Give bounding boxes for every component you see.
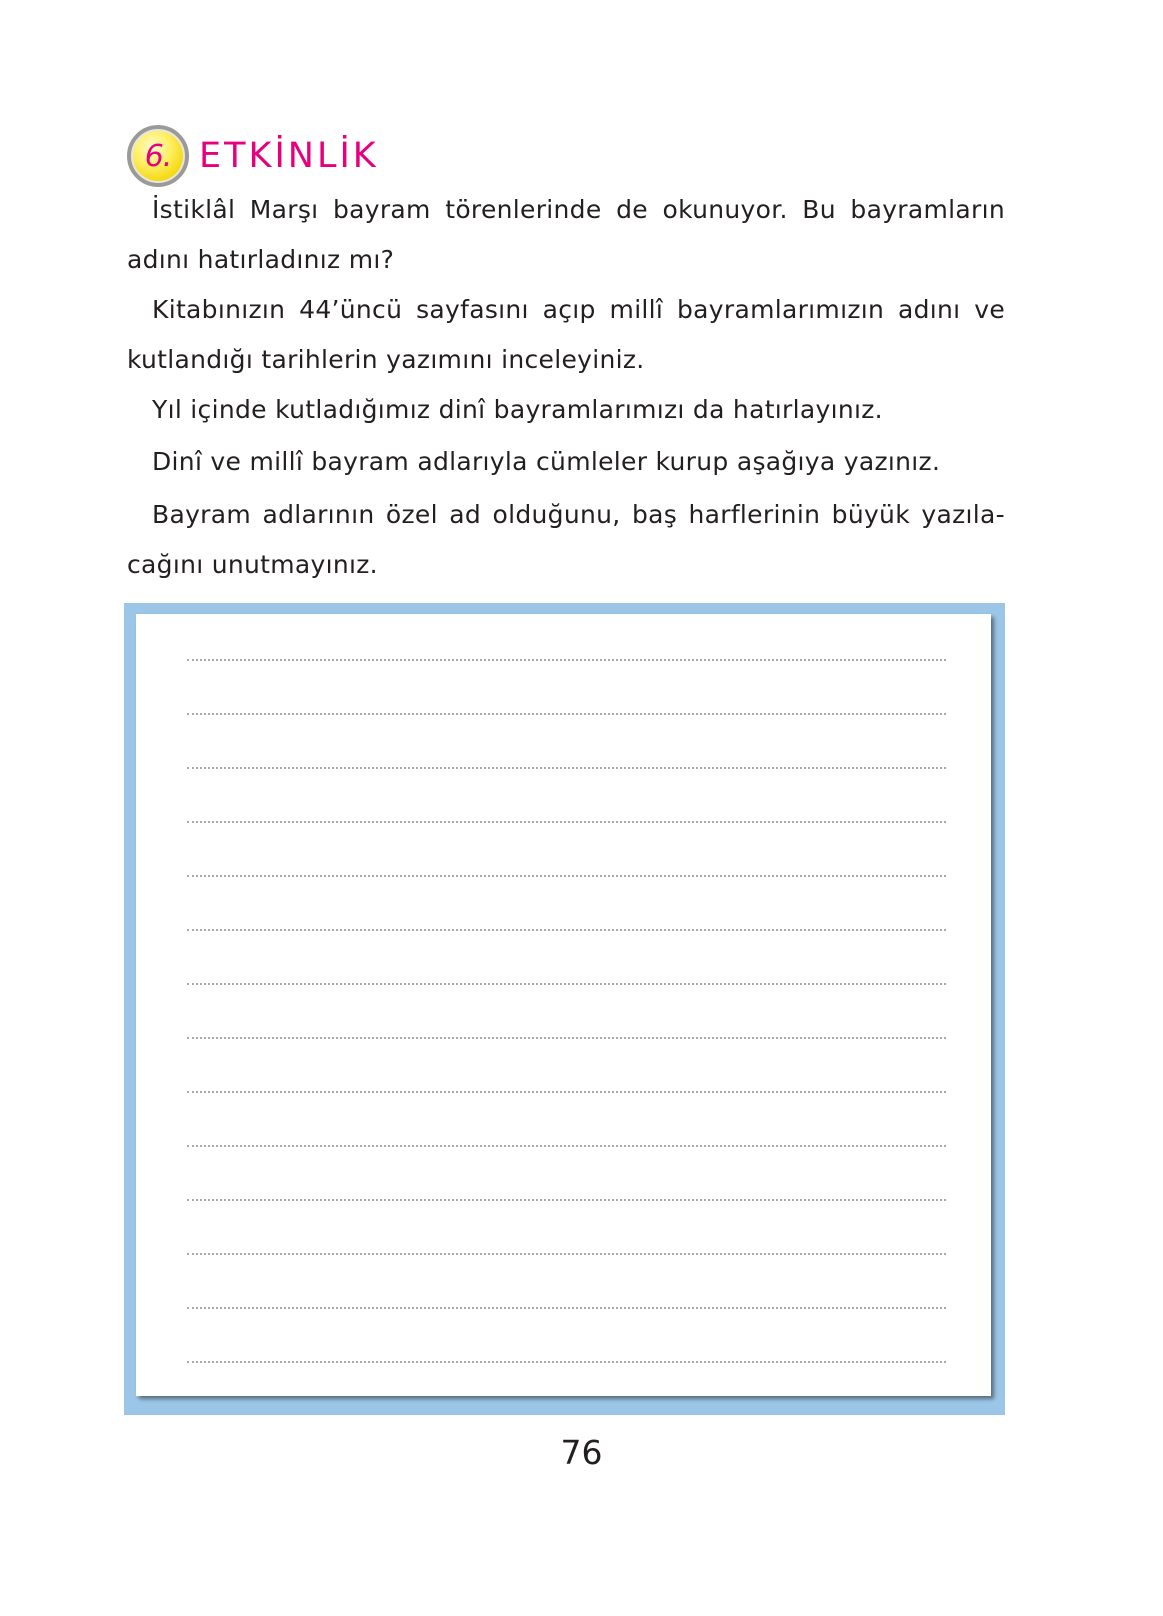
instruction-paragraph-3: Yıl içinde kutladığımız dinî bayramlarımızı da hatırlayınız. (152, 395, 883, 424)
writing-line[interactable] (187, 659, 946, 661)
writing-paper[interactable] (136, 614, 991, 1396)
writing-line[interactable] (187, 1037, 946, 1039)
page-number: 76 (560, 1433, 603, 1472)
activity-number: 6. (144, 138, 172, 174)
activity-header (127, 121, 379, 191)
writing-line[interactable] (187, 1253, 946, 1255)
writing-line[interactable] (187, 1361, 946, 1363)
writing-line[interactable] (187, 767, 946, 769)
writing-line[interactable] (187, 1145, 946, 1147)
activity-title: ETKİNLİK (199, 136, 379, 176)
instruction-paragraph-1: İstiklâl Marşı bayram törenlerinde de okunuyor. Bu bayramların adını hatırladınız mı? (127, 195, 1005, 274)
writing-line[interactable] (187, 713, 946, 715)
writing-line[interactable] (187, 929, 946, 931)
writing-line[interactable] (187, 875, 946, 877)
instruction-paragraph-5: Bayram adlarının özel ad olduğunu, baş harflerinin büyük yazıla-cağını unutmayınız. (127, 500, 1005, 579)
instruction-paragraph-2: Kitabınızın 44’üncü sayfasını açıp millî bayramlarımızın adını ve kutlandığı tarihlerin yazımını inceleyiniz. (127, 295, 1005, 374)
instruction-paragraph-4: Dinî ve millî bayram adlarıyla cümleler kurup aşağıya yazınız. (152, 447, 941, 476)
writing-line[interactable] (187, 1091, 946, 1093)
writing-line[interactable] (187, 1199, 946, 1201)
activity-number-badge (127, 125, 189, 187)
writing-area-frame (124, 603, 1005, 1415)
writing-line[interactable] (187, 1307, 946, 1309)
writing-line[interactable] (187, 821, 946, 823)
writing-line[interactable] (187, 983, 946, 985)
